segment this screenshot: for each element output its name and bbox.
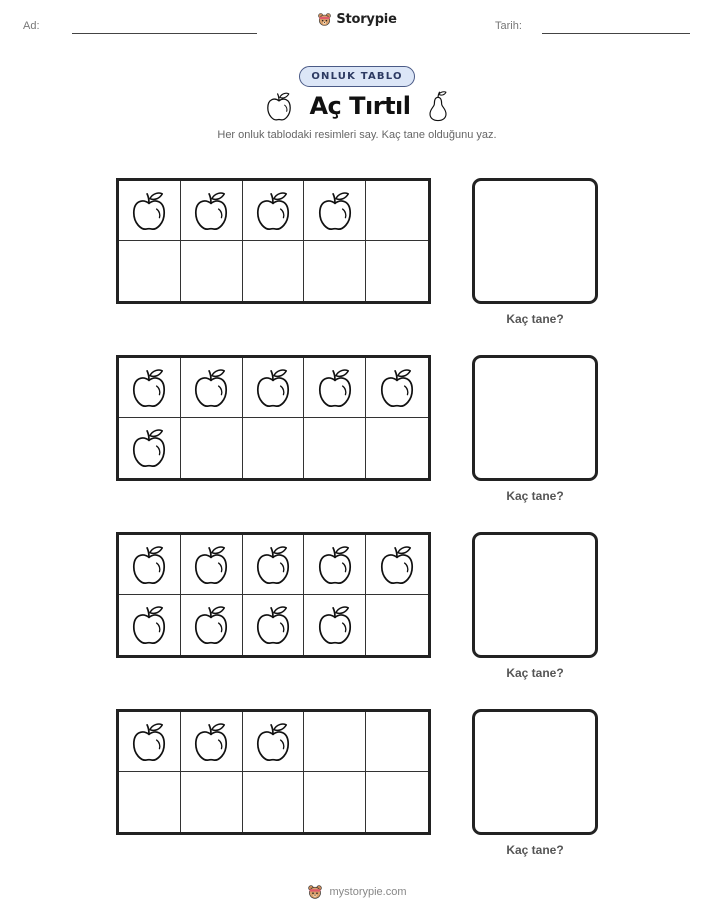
apple-icon xyxy=(130,190,168,232)
ten-frame-cell xyxy=(366,535,428,595)
ten-frame xyxy=(116,532,431,658)
apple-icon xyxy=(192,190,230,232)
ten-frame-cell xyxy=(119,181,181,241)
apple-icon xyxy=(265,91,293,122)
date-line[interactable] xyxy=(542,33,690,34)
ten-frame-cell xyxy=(366,241,428,301)
date-label: Tarih: xyxy=(495,20,522,32)
apple-icon xyxy=(316,544,354,586)
bear-icon xyxy=(307,884,323,900)
ten-frame-cell xyxy=(181,535,243,595)
brand-logo xyxy=(0,12,714,32)
answer-box[interactable] xyxy=(472,532,598,658)
ten-frame-cell xyxy=(119,418,181,478)
page-title: Aç Tırtıl xyxy=(309,92,411,120)
ten-frame-cell xyxy=(366,358,428,418)
ten-frame-cell xyxy=(366,181,428,241)
worksheet-type-badge: ONLUK TABLO xyxy=(299,66,414,87)
brand-name: Storypie xyxy=(336,12,397,27)
apple-icon xyxy=(130,367,168,409)
ten-frame-cell xyxy=(243,181,305,241)
apple-icon xyxy=(192,544,230,586)
footer xyxy=(0,884,714,900)
ten-frame-cell xyxy=(119,241,181,301)
ten-frame-cell xyxy=(119,595,181,655)
ten-frame-cell xyxy=(366,418,428,478)
answer-box[interactable] xyxy=(472,355,598,481)
ten-frame-cell xyxy=(181,181,243,241)
apple-icon xyxy=(254,544,292,586)
apple-icon xyxy=(316,367,354,409)
instructions: Her onluk tablodaki resimleri say. Kaç tane olduğunu yaz. xyxy=(217,129,497,141)
apple-icon xyxy=(130,544,168,586)
ten-frame-cell xyxy=(243,358,305,418)
ten-frame-cell xyxy=(243,712,305,772)
apple-icon xyxy=(254,190,292,232)
apple-icon xyxy=(254,367,292,409)
ten-frame-cell xyxy=(366,712,428,772)
apple-icon xyxy=(316,190,354,232)
apple-icon xyxy=(378,544,416,586)
footer-url[interactable]: mystorypie.com xyxy=(329,886,407,898)
pear-icon xyxy=(427,90,449,122)
ten-frame-cell xyxy=(243,772,305,832)
apple-icon xyxy=(378,367,416,409)
ten-frame-cell xyxy=(243,535,305,595)
ten-frame-cell xyxy=(304,181,366,241)
apple-icon xyxy=(130,721,168,763)
ten-frame-cell xyxy=(181,712,243,772)
ten-frame-cell xyxy=(119,358,181,418)
ten-frame-cell xyxy=(243,418,305,478)
apple-icon xyxy=(192,721,230,763)
ten-frame-cell xyxy=(181,772,243,832)
ten-frame xyxy=(116,178,431,304)
apple-icon xyxy=(316,604,354,646)
answer-label: Kaç tane? xyxy=(506,843,564,857)
ten-frame-cell xyxy=(181,418,243,478)
bear-icon xyxy=(317,12,332,27)
ten-frame xyxy=(116,709,431,835)
ten-frame-cell xyxy=(119,712,181,772)
ten-frame-cell xyxy=(119,535,181,595)
apple-icon xyxy=(254,721,292,763)
apple-icon xyxy=(254,604,292,646)
ten-frame-cell xyxy=(304,772,366,832)
answer-box[interactable] xyxy=(472,709,598,835)
ten-frame-cell xyxy=(304,358,366,418)
ten-frame-cell xyxy=(243,241,305,301)
ten-frame-cell xyxy=(119,772,181,832)
apple-icon xyxy=(130,604,168,646)
name-line[interactable] xyxy=(72,33,257,34)
ten-frame-cell xyxy=(304,595,366,655)
ten-frame xyxy=(116,355,431,481)
answer-box[interactable] xyxy=(472,178,598,304)
apple-icon xyxy=(192,367,230,409)
apple-icon xyxy=(192,604,230,646)
ten-frame-cell xyxy=(304,418,366,478)
ten-frame-cell xyxy=(243,595,305,655)
ten-frame-cell xyxy=(366,772,428,832)
ten-frame-cell xyxy=(181,241,243,301)
ten-frame-cell xyxy=(304,712,366,772)
name-label: Ad: xyxy=(23,20,40,32)
answer-label: Kaç tane? xyxy=(506,666,564,680)
answer-label: Kaç tane? xyxy=(506,489,564,503)
ten-frame-cell xyxy=(304,241,366,301)
ten-frame-cell xyxy=(181,358,243,418)
ten-frame-cell xyxy=(181,595,243,655)
ten-frame-cell xyxy=(366,595,428,655)
ten-frame-cell xyxy=(304,535,366,595)
apple-icon xyxy=(130,427,168,469)
answer-label: Kaç tane? xyxy=(506,312,564,326)
